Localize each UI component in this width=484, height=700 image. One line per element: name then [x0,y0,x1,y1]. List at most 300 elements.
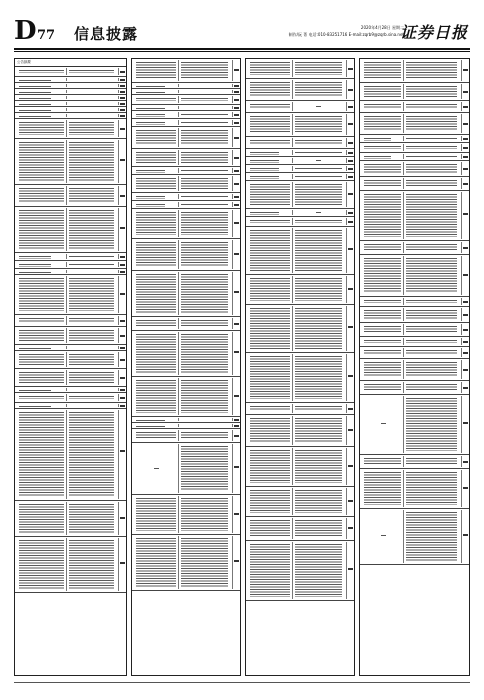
table-cell [17,262,66,267]
table-cell [362,242,403,253]
table-cell [403,178,459,189]
table-cell [17,68,66,75]
table-cell [292,228,344,273]
table-cell [66,90,116,93]
table-cell [248,158,292,163]
table-row [246,173,354,181]
table-row [246,447,354,487]
table-cell [292,60,344,77]
table-cell [17,208,66,251]
table-cell [346,354,354,401]
table-cell [66,346,116,349]
table-cell [248,166,292,171]
table-cell [17,90,66,93]
table-cell [178,128,230,147]
table-row [246,541,354,601]
table-row [15,537,126,593]
contact-line: 制作/阮 菁 电话:010-83251716 E-mail:zqrb9@zqrb.sina.net [288,32,404,37]
table-cell [346,488,354,515]
table-cell [118,404,126,407]
table-cell [248,182,292,207]
table-cell [134,210,178,237]
table-cell [461,382,469,393]
table-cell [178,378,230,415]
table-cell [362,162,403,175]
table-row [360,337,469,347]
table-cell [178,496,230,533]
table-cell [403,338,459,345]
table-cell [134,128,178,147]
table-row [246,227,354,275]
table-cell [292,276,344,303]
table-row [360,135,469,143]
table-cell [178,424,230,427]
table-row [15,119,126,139]
table-row [246,101,354,113]
table-cell [248,150,292,155]
table-cell [134,96,178,103]
table-cell [292,306,344,351]
table-cell [66,388,116,391]
table-cell [292,138,344,147]
table-cell [403,298,459,305]
table-cell [232,418,240,421]
table-row [15,315,126,327]
table-row [15,67,126,77]
table-cell [178,332,230,375]
table-cell [403,348,459,357]
table-row [132,331,240,377]
table-cell [118,114,126,117]
table-cell [362,102,403,111]
table-cell [403,114,459,133]
table-cell [134,430,178,441]
table-row [15,207,126,253]
table-cell [118,394,126,401]
table-cell [118,538,126,591]
table-cell [362,308,403,321]
table-row [132,495,240,535]
table-row [132,193,240,201]
table-cell [461,348,469,357]
table-cell [292,404,344,413]
table-cell [17,370,66,385]
table-cell [66,370,116,385]
table-cell [362,256,403,295]
table-cell [362,360,403,379]
table-row [246,181,354,209]
table-cell [403,84,459,99]
table-cell [17,96,66,99]
table-cell [118,410,126,499]
section-title: 信息披露 [74,25,139,43]
table-cell [118,502,126,535]
masthead-rule [14,48,470,50]
column-heading: 公告摘要 [15,59,126,67]
table-row [132,95,240,105]
table-cell [292,448,344,485]
table-cell [346,182,354,207]
table-cell [362,60,403,81]
table-cell [134,202,178,207]
table-cell [232,112,240,117]
table-row [246,209,354,217]
table-row [246,79,354,101]
page-letter: D [14,16,37,46]
table-cell [461,256,469,295]
table-cell [292,542,344,599]
table-cell [178,176,230,191]
table-cell [118,120,126,137]
table-row [132,59,240,83]
table-cell [17,78,66,81]
table-cell [346,102,354,111]
table-cell [248,102,292,111]
table-cell [66,254,116,259]
table-cell [178,106,230,109]
table-cell [17,388,66,391]
table-cell [362,154,403,159]
table-cell [66,328,116,343]
table-cell [248,416,292,445]
table-cell [248,542,292,599]
table-cell [248,210,292,215]
table-cell [17,84,66,87]
table-cell [232,120,240,125]
table-cell [178,318,230,329]
table-cell [66,352,116,367]
table-cell [66,108,116,111]
table-row [360,255,469,297]
table-cell [232,194,240,199]
table-cell [461,114,469,133]
table-cell [118,276,126,313]
table-cell [292,218,344,225]
table-cell [346,448,354,485]
table-cell [461,396,469,453]
table-cell [178,60,230,81]
table-cell [178,430,230,441]
table-cell [362,136,403,141]
table-cell [403,102,459,111]
table-cell [134,272,178,315]
table-cell [346,60,354,77]
table-cell [362,348,403,357]
table-cell [346,210,354,215]
table-cell [362,84,403,99]
table-cell [248,518,292,539]
table-row [15,351,126,369]
table-cell [178,444,230,493]
table-cell [403,136,459,141]
masthead-rule-thin [14,51,470,52]
table-row [360,153,469,161]
table-cell [118,96,126,99]
table-row [360,161,469,177]
table-cell [232,96,240,103]
table-row [132,443,240,495]
table-row [360,297,469,307]
table-cell [461,192,469,239]
table-cell [461,136,469,141]
table-cell [346,174,354,179]
table-cell [66,102,116,105]
table-cell [346,404,354,413]
table-row [360,113,469,135]
table-cell [118,270,126,273]
table-cell [292,166,344,171]
table-cell [178,418,230,421]
table-cell [118,388,126,391]
table-cell [403,470,459,507]
table-cell [292,174,344,179]
table-cell [232,150,240,165]
table-cell [362,178,403,189]
table-row [132,119,240,127]
table-cell [17,394,66,401]
table-cell [134,106,178,109]
table-cell [403,144,459,151]
table-cell [134,84,178,87]
table-cell [248,488,292,515]
table-cell [232,430,240,441]
table-cell [118,352,126,367]
table-row [360,241,469,255]
table-cell [232,60,240,81]
table-cell [118,78,126,81]
table-cell [232,210,240,237]
table-row [360,59,469,83]
table-row [15,327,126,345]
table-cell [17,270,66,273]
table-cell [178,96,230,103]
table-cell [461,510,469,563]
table-cell [232,90,240,93]
table-cell [134,418,178,421]
table-row [246,137,354,149]
table-cell [17,254,66,259]
table-cell [362,144,403,151]
table-cell [461,324,469,335]
table-cell [118,328,126,343]
table-row [360,359,469,381]
table-cell [66,404,116,407]
table-cell [66,538,116,591]
table-cell [178,84,230,87]
date-line: 2020年4月28日 星期二 [360,25,404,30]
table-cell [118,140,126,183]
table-cell [403,324,459,335]
table-cell [134,378,178,415]
table-row [360,509,469,565]
table-cell [362,382,403,393]
table-cell [118,316,126,325]
table-cell [178,168,230,173]
table-row [360,381,469,395]
table-row [246,305,354,353]
table-cell [232,424,240,427]
table-cell [134,444,178,493]
table-cell [362,510,403,563]
table-cell [17,352,66,367]
table-row [246,275,354,305]
table-cell [362,192,403,239]
table-row [15,393,126,403]
masthead [14,16,470,48]
table-row [246,415,354,447]
table-cell [461,102,469,111]
table-cell [362,470,403,507]
table-cell [346,166,354,171]
table-row [15,501,126,537]
table-cell [248,60,292,77]
table-cell [248,174,292,179]
table-row [15,261,126,269]
table-cell [232,202,240,207]
table-cell [292,354,344,401]
table-cell [66,120,116,137]
table-cell [248,228,292,273]
table-cell [118,370,126,385]
table-row [246,113,354,137]
table-cell [362,338,403,345]
table-cell [134,318,178,329]
table-row [132,317,240,331]
table-row [15,185,126,207]
table-cell [292,210,344,215]
table-row [246,403,354,415]
table-cell [17,502,66,535]
table-cell [403,456,459,467]
table-row [132,271,240,317]
table-cell [248,114,292,135]
table-row [360,469,469,509]
table-cell [66,394,116,401]
table-cell [346,228,354,273]
table-row [132,377,240,417]
table-cell [346,114,354,135]
table-cell [17,410,66,499]
table-cell [17,120,66,137]
table-cell [178,202,230,207]
table-cell [292,158,344,163]
table-cell [248,276,292,303]
table-cell [292,102,344,111]
table-cell [461,456,469,467]
table-cell [17,140,66,183]
table-cell [232,84,240,87]
table-cell [461,360,469,379]
table-row [246,487,354,517]
table-cell [17,404,66,407]
table-row [360,323,469,337]
table-row [360,177,469,191]
table-cell [362,456,403,467]
table-cell [178,150,230,165]
table-cell [232,168,240,173]
table-row [246,157,354,165]
table-cell [248,138,292,147]
table-cell [362,298,403,305]
table-cell [232,444,240,493]
table-cell [232,240,240,269]
table-cell [118,254,126,259]
table-cell [292,114,344,135]
table-cell [66,96,116,99]
table-cell [403,396,459,453]
table-row [132,209,240,239]
table-row [246,149,354,157]
table-cell [66,276,116,313]
table-row [246,217,354,227]
table-cell [403,308,459,321]
table-row [360,83,469,101]
table-cell [178,194,230,199]
table-cell [403,60,459,81]
table-row [360,101,469,113]
table-cell [461,84,469,99]
table-cell [346,150,354,155]
table-cell [403,242,459,253]
table-cell [118,208,126,251]
table-cell [118,84,126,87]
table-cell [461,242,469,253]
table-row [15,139,126,185]
table-cell [248,354,292,401]
table-row [132,167,240,175]
table-cell [461,162,469,175]
table-cell [292,488,344,515]
table-cell [134,496,178,533]
table-cell [346,542,354,599]
table-row [246,59,354,79]
footer-rule [14,682,470,683]
table-cell [461,144,469,151]
column-2 [131,58,241,676]
table-cell [134,176,178,191]
table-cell [362,324,403,335]
table-cell [346,306,354,351]
table-cell [403,360,459,379]
table-cell [17,538,66,591]
table-cell [232,128,240,147]
table-cell [134,332,178,375]
table-cell [178,210,230,237]
table-cell [248,306,292,351]
table-cell [403,154,459,159]
table-cell [292,416,344,445]
table-cell [178,240,230,269]
column-4 [359,58,470,676]
table-cell [461,154,469,159]
table-cell [292,150,344,155]
table-cell [248,448,292,485]
table-row [15,275,126,315]
table-cell [346,276,354,303]
table-cell [17,102,66,105]
table-cell [362,114,403,133]
table-cell [134,120,178,125]
table-cell [178,90,230,93]
table-cell [134,168,178,173]
table-cell [66,140,116,183]
table-cell [17,114,66,117]
table-cell [134,536,178,589]
table-cell [66,208,116,251]
table-cell [17,328,66,343]
table-cell [232,332,240,375]
table-cell [66,186,116,205]
